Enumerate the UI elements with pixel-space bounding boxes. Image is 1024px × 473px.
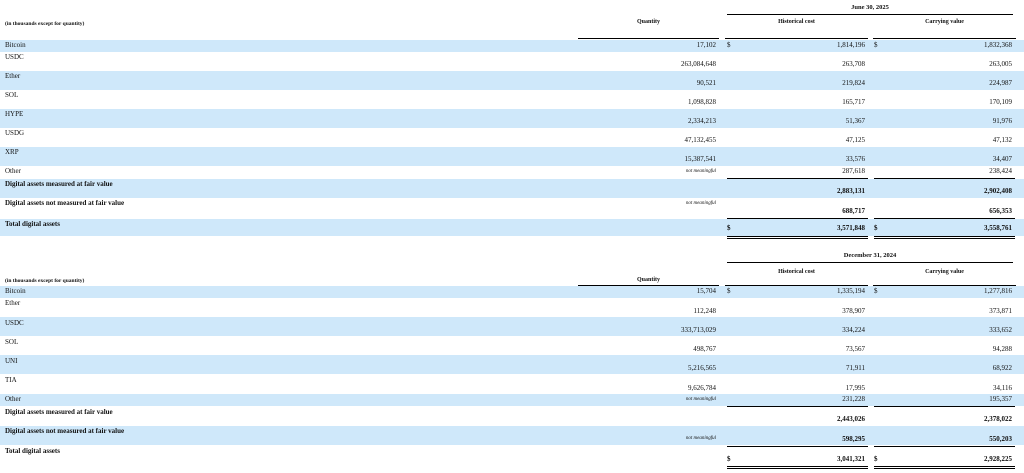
carrying-value-cell: 263,005 (989, 60, 1012, 68)
historical-cost-cell: 219,824 (842, 79, 865, 87)
asset-name: UNI (5, 357, 18, 365)
total-row (0, 219, 1024, 236)
table-row (0, 317, 1024, 336)
table-row (0, 128, 1024, 147)
asset-name: XRP (5, 148, 19, 156)
table-row (0, 52, 1024, 71)
subtotal-row (0, 198, 1024, 217)
historical-cost-header: Historical cost (778, 19, 815, 25)
carrying-value-cell: 34,407 (992, 155, 1012, 163)
quantity-cell: not meaningful (685, 169, 716, 174)
carrying-value-cell: 373,871 (989, 307, 1012, 315)
carrying-value-header: Carrying value (925, 269, 964, 275)
table-row (0, 336, 1024, 355)
header-rule (578, 38, 719, 39)
subtotal-label: Digital assets measured at fair value (5, 408, 113, 416)
quantity-header: Quantity (636, 277, 660, 283)
carrying-value-cell: 68,922 (992, 364, 1012, 372)
table-row (0, 109, 1024, 128)
asset-name: USDC (5, 319, 24, 327)
carrying-value-cell: 3,558,761 (984, 224, 1012, 232)
asset-name: HYPE (5, 110, 24, 118)
quantity-cell: not meaningful (685, 201, 716, 206)
historical-cost-cell: 598,295 (842, 435, 865, 443)
carrying-value-header: Carrying value (925, 19, 964, 25)
dollar-sign: $ (727, 224, 731, 232)
total-double-rule (727, 466, 868, 469)
carrying-value-cell: 195,357 (989, 395, 1012, 403)
dollar-sign: $ (874, 287, 878, 295)
table-row (0, 394, 1024, 406)
carrying-value-cell: 1,277,816 (984, 287, 1012, 295)
units-note: (in thousands except for quantity) (5, 21, 85, 27)
carrying-value-cell: 34,116 (993, 384, 1012, 392)
carrying-value-cell: 1,832,368 (984, 41, 1012, 49)
quantity-cell: 263,084,648 (681, 60, 716, 68)
table-row (0, 166, 1024, 178)
historical-cost-cell: 71,911 (846, 364, 865, 372)
historical-cost-cell: 2,443,026 (837, 415, 865, 423)
quantity-cell: 112,248 (693, 307, 716, 315)
historical-cost-cell: 688,717 (842, 207, 865, 215)
historical-cost-cell: 73,567 (845, 345, 865, 353)
quantity-cell: 5,216,565 (688, 364, 716, 372)
total-double-rule (874, 236, 1015, 239)
table-row (0, 298, 1024, 317)
quantity-header: Quantity (636, 19, 660, 25)
asset-name: TIA (5, 376, 17, 384)
quantity-cell: 90,521 (696, 79, 716, 87)
period-rule (727, 14, 1013, 15)
dollar-sign: $ (727, 41, 731, 49)
total-label: Total digital assets (5, 220, 60, 228)
table-row (0, 374, 1024, 394)
carrying-value-cell: 238,424 (989, 167, 1012, 175)
asset-name: Bitcoin (5, 41, 26, 49)
dollar-sign: $ (874, 455, 878, 463)
historical-cost-cell: 1,814,196 (837, 41, 865, 49)
quantity-cell: 17,102 (696, 41, 716, 49)
dollar-sign: $ (874, 41, 878, 49)
quantity-cell: 333,713,029 (681, 326, 716, 334)
asset-name: SOL (5, 91, 19, 99)
asset-name: Ether (5, 72, 21, 80)
subtotal-row (0, 407, 1024, 426)
historical-cost-cell: 2,883,131 (837, 187, 865, 195)
table-row (0, 355, 1024, 374)
quantity-cell: 1,098,828 (688, 98, 716, 106)
carrying-value-cell: 170,109 (989, 98, 1012, 106)
quantity-cell: 47,132,455 (684, 136, 716, 144)
subtotal-row (0, 426, 1024, 445)
asset-name: Ether (5, 299, 21, 307)
carrying-value-cell: 550,203 (989, 435, 1012, 443)
historical-cost-cell: 3,041,321 (837, 455, 865, 463)
total-label: Total digital assets (5, 447, 60, 455)
asset-name: USDG (5, 129, 25, 137)
header-rule (873, 38, 1016, 39)
historical-cost-cell: 287,618 (842, 167, 865, 175)
historical-cost-cell: 165,717 (842, 98, 865, 106)
asset-name: Bitcoin (5, 287, 26, 295)
historical-cost-cell: 263,708 (842, 60, 865, 68)
historical-cost-cell: 51,367 (845, 117, 865, 125)
asset-name: Other (5, 167, 21, 175)
column-header-row (0, 19, 1024, 31)
units-note: (in thousands except for quantity) (5, 278, 85, 284)
historical-cost-cell: 334,224 (842, 326, 865, 334)
carrying-value-cell: 333,652 (989, 326, 1012, 334)
subtotal-label: Digital assets not measured at fair value (5, 199, 125, 207)
quantity-cell: 15,387,541 (684, 155, 716, 163)
subtotal-row (0, 179, 1024, 198)
carrying-value-cell: 656,353 (989, 207, 1012, 215)
total-double-rule (874, 466, 1015, 469)
asset-name: SOL (5, 338, 19, 346)
dollar-sign: $ (874, 224, 878, 232)
total-double-rule (727, 236, 868, 239)
table-row (0, 286, 1024, 298)
quantity-cell: 2,334,213 (688, 117, 716, 125)
table-row (0, 90, 1024, 109)
subtotal-label: Digital assets not measured at fair value (5, 427, 125, 435)
quantity-cell: not meaningful (685, 397, 716, 402)
historical-cost-cell: 378,907 (842, 307, 865, 315)
quantity-cell: 15,704 (696, 287, 716, 295)
dollar-sign: $ (727, 455, 731, 463)
historical-cost-header: Historical cost (778, 269, 815, 275)
historical-cost-cell: 33,576 (845, 155, 865, 163)
historical-cost-cell: 3,571,848 (837, 224, 865, 232)
quantity-cell: 498,767 (693, 345, 716, 353)
subtotal-label: Digital assets measured at fair value (5, 180, 113, 188)
carrying-value-cell: 2,928,225 (984, 455, 1012, 463)
carrying-value-cell: 47,132 (992, 136, 1012, 144)
table-row (0, 40, 1024, 52)
column-header-row (0, 267, 1024, 284)
quantity-cell: 9,626,784 (688, 384, 716, 392)
table-row (0, 147, 1024, 166)
dollar-sign: $ (727, 287, 731, 295)
carrying-value-cell: 2,378,022 (984, 415, 1012, 423)
table-row (0, 71, 1024, 90)
period-heading: December 31, 2024 (843, 252, 897, 259)
carrying-value-cell: 2,902,408 (984, 187, 1012, 195)
historical-cost-cell: 47,125 (845, 136, 865, 144)
header-rule (725, 38, 868, 39)
carrying-value-cell: 91,976 (992, 117, 1012, 125)
asset-name: USDC (5, 53, 24, 61)
carrying-value-cell: 224,987 (989, 79, 1012, 87)
historical-cost-cell: 1,335,194 (837, 287, 865, 295)
historical-cost-cell: 231,228 (842, 395, 865, 403)
carrying-value-cell: 94,288 (992, 345, 1012, 353)
asset-name: Other (5, 395, 21, 403)
historical-cost-cell: 17,995 (845, 384, 865, 392)
period-heading: June 30, 2025 (851, 4, 889, 11)
period-rule (727, 262, 1013, 263)
quantity-cell: not meaningful (685, 436, 716, 441)
total-row (0, 446, 1024, 466)
